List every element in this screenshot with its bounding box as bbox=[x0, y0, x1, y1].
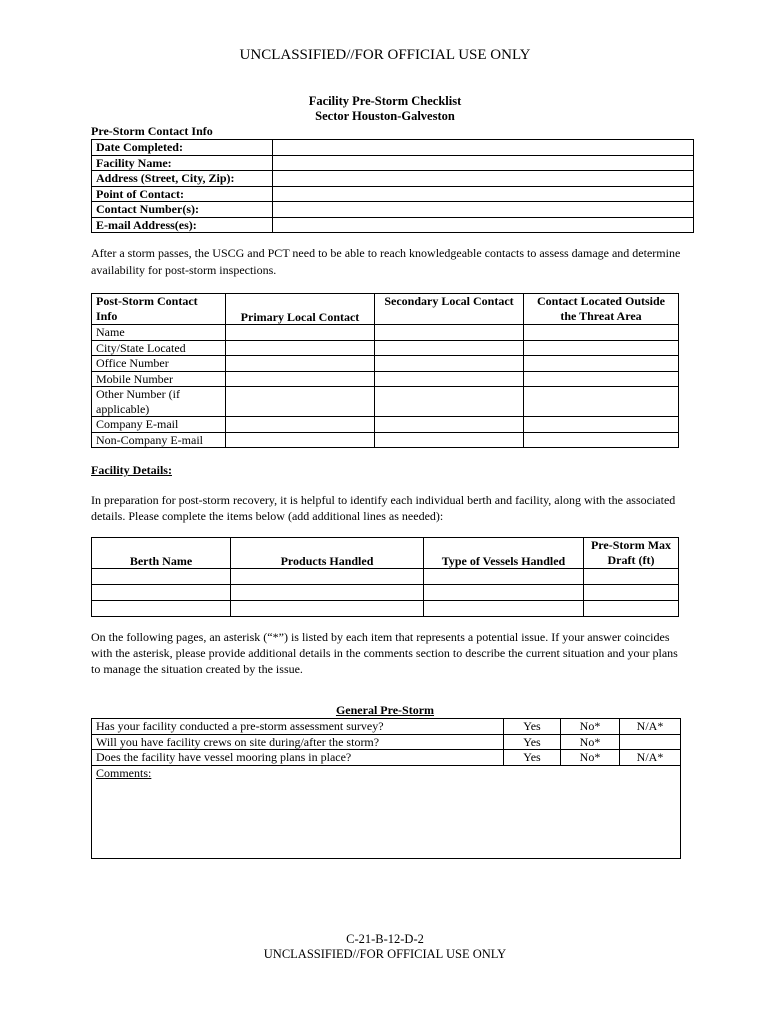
document-title: Facility Pre-Storm Checklist bbox=[308, 94, 462, 108]
table-row bbox=[92, 340, 679, 356]
column-header: Contact Located Outside the Threat Area bbox=[524, 294, 679, 325]
cell[interactable] bbox=[524, 371, 679, 387]
answer-na-option[interactable] bbox=[620, 734, 681, 750]
cell[interactable] bbox=[226, 356, 375, 372]
answer-no-option[interactable]: No* bbox=[561, 734, 620, 750]
cell[interactable] bbox=[226, 432, 375, 448]
contact-number-field[interactable] bbox=[273, 202, 694, 218]
table-row bbox=[92, 371, 679, 387]
row-label: Point of Contact: bbox=[92, 186, 273, 202]
column-header: Pre-Storm Max Draft (ft) bbox=[584, 538, 679, 569]
answer-yes-option[interactable]: Yes bbox=[504, 734, 561, 750]
cell[interactable] bbox=[231, 585, 424, 601]
page-number: C-21-B-12-D-2 bbox=[346, 932, 424, 946]
address-field[interactable] bbox=[273, 171, 694, 187]
cell[interactable] bbox=[524, 340, 679, 356]
table-row bbox=[92, 171, 694, 187]
date-completed-field[interactable] bbox=[273, 140, 694, 156]
cell[interactable] bbox=[92, 569, 231, 585]
table-row bbox=[92, 734, 681, 750]
cell[interactable] bbox=[375, 387, 524, 417]
cell[interactable] bbox=[424, 585, 584, 601]
facility-name-field[interactable] bbox=[273, 155, 694, 171]
answer-na-option[interactable]: N/A* bbox=[620, 719, 681, 735]
table-row bbox=[92, 325, 679, 341]
column-header: Berth Name bbox=[92, 538, 231, 569]
cell[interactable] bbox=[524, 417, 679, 433]
table-row bbox=[92, 601, 679, 617]
cell[interactable] bbox=[231, 569, 424, 585]
cell[interactable] bbox=[92, 585, 231, 601]
row-label: E-mail Address(es): bbox=[92, 217, 273, 233]
row-label: Facility Name: bbox=[92, 155, 273, 171]
table-row bbox=[92, 750, 681, 766]
pre-storm-contact-table bbox=[91, 139, 694, 233]
column-header: Type of Vessels Handled bbox=[424, 538, 584, 569]
question-text: Has your facility conducted a pre-storm assessment survey? bbox=[92, 719, 504, 735]
classification-footer: UNCLASSIFIED//FOR OFFICIAL USE ONLY bbox=[263, 947, 507, 961]
comments-row bbox=[92, 765, 681, 858]
point-of-contact-field[interactable] bbox=[273, 186, 694, 202]
cell[interactable] bbox=[226, 371, 375, 387]
cell[interactable] bbox=[524, 432, 679, 448]
table-row bbox=[92, 356, 679, 372]
cell[interactable] bbox=[226, 417, 375, 433]
general-pre-storm-table bbox=[91, 718, 681, 859]
table-row bbox=[92, 569, 679, 585]
table-row bbox=[92, 155, 694, 171]
answer-yes-option[interactable]: Yes bbox=[504, 750, 561, 766]
question-text: Will you have facility crews on site during/after the storm? bbox=[92, 734, 504, 750]
row-label: Name bbox=[92, 325, 226, 341]
cell[interactable] bbox=[524, 325, 679, 341]
table-row bbox=[92, 140, 694, 156]
cell[interactable] bbox=[226, 387, 375, 417]
cell[interactable] bbox=[375, 432, 524, 448]
row-label: Mobile Number bbox=[92, 371, 226, 387]
cell[interactable] bbox=[375, 371, 524, 387]
row-label: Company E-mail bbox=[92, 417, 226, 433]
cell[interactable] bbox=[524, 387, 679, 417]
cell[interactable] bbox=[231, 601, 424, 617]
cell[interactable] bbox=[375, 417, 524, 433]
cell[interactable] bbox=[584, 569, 679, 585]
cell[interactable] bbox=[375, 356, 524, 372]
general-pre-storm-caption: General Pre-Storm bbox=[335, 703, 435, 717]
cell[interactable] bbox=[375, 325, 524, 341]
intro-paragraph: After a storm passes, the USCG and PCT need to be able to reach knowledgeable contacts to assess damage and determine availability for post-storm inspections. bbox=[91, 246, 681, 277]
answer-yes-option[interactable]: Yes bbox=[504, 719, 561, 735]
row-label: Office Number bbox=[92, 356, 226, 372]
cell[interactable] bbox=[584, 585, 679, 601]
table-row bbox=[92, 186, 694, 202]
table-row bbox=[92, 217, 694, 233]
cell[interactable] bbox=[375, 340, 524, 356]
row-label: Other Number (if applicable) bbox=[92, 387, 226, 417]
document-subtitle: Sector Houston-Galveston bbox=[315, 109, 455, 123]
row-label: City/State Located bbox=[92, 340, 226, 356]
column-header: Primary Local Contact bbox=[226, 294, 375, 325]
table-row bbox=[92, 387, 679, 417]
cell[interactable] bbox=[424, 601, 584, 617]
classification-header: UNCLASSIFIED//FOR OFFICIAL USE ONLY bbox=[239, 47, 531, 63]
table-row bbox=[92, 432, 679, 448]
row-label: Date Completed: bbox=[92, 140, 273, 156]
column-header: Secondary Local Contact bbox=[375, 294, 524, 325]
comments-label: Comments: bbox=[96, 765, 152, 780]
row-label: Address (Street, City, Zip): bbox=[92, 171, 273, 187]
table-row bbox=[92, 585, 679, 601]
pre-storm-contact-caption: Pre-Storm Contact Info bbox=[91, 124, 213, 138]
question-text: Does the facility have vessel mooring plans in place? bbox=[92, 750, 504, 766]
column-header: Products Handled bbox=[231, 538, 424, 569]
facility-details-paragraph: In preparation for post-storm recovery, it is helpful to identify each individual berth and facility, along with the associated details. Please complete the items below (add additional lines as needed): bbox=[91, 493, 676, 523]
cell[interactable] bbox=[92, 601, 231, 617]
email-address-field[interactable] bbox=[273, 217, 694, 233]
table-row bbox=[92, 417, 679, 433]
cell[interactable] bbox=[226, 340, 375, 356]
cell[interactable] bbox=[424, 569, 584, 585]
table-row bbox=[92, 719, 681, 735]
table-header-row bbox=[92, 538, 679, 569]
row-label: Contact Number(s): bbox=[92, 202, 273, 218]
row-label: Non-Company E-mail bbox=[92, 432, 226, 448]
asterisk-instructions-paragraph: On the following pages, an asterisk (“*”) is listed by each item that represents a potential issue. If your answer coincides with the asterisk, please provide additional details in the comments section to describe the current situation and your plans to manage the situation created by the issue. bbox=[91, 630, 678, 676]
answer-no-option[interactable]: No* bbox=[561, 719, 620, 735]
answer-na-option[interactable]: N/A* bbox=[620, 750, 681, 766]
facility-details-title: Facility Details: bbox=[91, 463, 172, 477]
column-header: Post-Storm Contact Info bbox=[92, 294, 226, 325]
comments-area[interactable] bbox=[92, 765, 681, 858]
cell[interactable] bbox=[584, 601, 679, 617]
post-storm-contact-table bbox=[91, 293, 679, 448]
table-header-row bbox=[92, 294, 679, 325]
berth-table bbox=[91, 537, 679, 617]
table-row bbox=[92, 202, 694, 218]
cell[interactable] bbox=[524, 356, 679, 372]
answer-no-option[interactable]: No* bbox=[561, 750, 620, 766]
cell[interactable] bbox=[226, 325, 375, 341]
